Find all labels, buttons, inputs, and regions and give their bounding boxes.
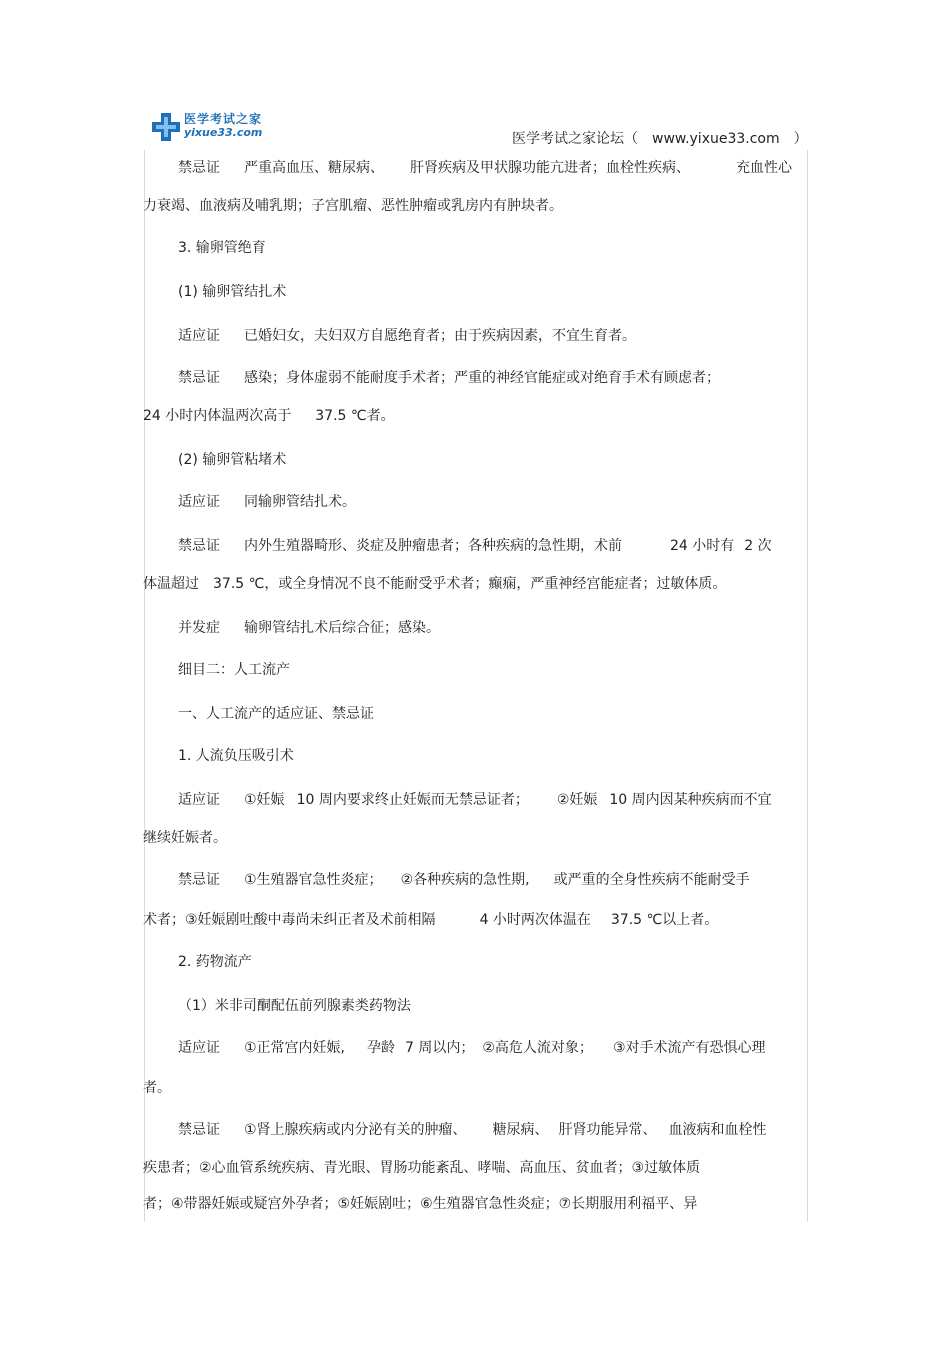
paragraph-line-19: 术者；③妊娠剧吐酸中毒尚未纠正者及术前相隔 4 小时两次体温在 37.5 ℃以上者。	[143, 912, 719, 928]
paragraph-line-18: 禁忌证 ①生殖器官急性炎症； ②各种疾病的急性期, 或严重的全身性疾病不能耐受手	[178, 872, 750, 888]
section-heading-tubal-sterilization: 3. 输卵管绝育	[178, 240, 266, 256]
paragraph-line-22: 适应证 ①正常宫内妊娠, 孕龄 7 周以内； ②高危人流对象； ③对手术流产有恐惧心理	[178, 1040, 766, 1056]
paragraph-line-16: 适应证 ①妊娠 10 周内要求终止妊娠而无禁忌证者； ②妊娠 10 周内因某种疾病而不宜	[178, 792, 772, 808]
paragraph-line-26: 者；④带器妊娠或疑宫外孕者；⑤妊娠剧吐；⑥生殖器官急性炎症；⑦长期服用利福平、异	[143, 1196, 698, 1212]
paragraph-line-5: 适应证 已婚妇女，夫妇双方自愿绝育者；由于疾病因素，不宜生育者。	[178, 328, 636, 344]
paragraph-line-2: 力衰竭、血液病及哺乳期；子宫肌瘤、恶性肿瘤或乳房内有肿块者。	[143, 198, 563, 214]
term-label: 禁忌证	[178, 370, 220, 386]
paragraph-line-11: 体温超过 37.5 ℃，或全身情况不良不能耐受乎术者；癫痫，严重神经宫能症者；过敏体质。	[143, 576, 727, 592]
paragraph-line-7: 24 小时内体温两次高于 37.5 ℃者。	[143, 408, 395, 424]
paragraph-line-12: 并发症 输卵管结扎术后综合征；感染。	[178, 620, 440, 636]
paragraph-line-25: 疾患者；②心血管系统疾病、青光眼、胃肠功能紊乱、哮喘、高血压、贫血者；③过敏体质	[143, 1160, 701, 1176]
term-label: 禁忌证	[178, 160, 220, 176]
paragraph-line-1: 禁忌证 严重高血压、糖尿病、 肝肾疾病及甲状腺功能亢进者；血栓性疾病、 充血性心	[178, 160, 792, 176]
paragraph-line-6: 禁忌证 感染；身体虚弱不能耐度手术者；严重的神经官能症或对绝育手术有顾虑者；	[178, 370, 720, 386]
term-label: 并发症	[178, 620, 220, 636]
section-heading-indications: 一、人工流产的适应证、禁忌证	[178, 706, 374, 722]
page-frame	[144, 150, 808, 1222]
logo-url: yixue33.com	[184, 126, 263, 139]
subsection-heading-occlusion: (2) 输卵管粘堵术	[178, 452, 287, 468]
term-label: 禁忌证	[178, 1122, 220, 1138]
logo-name: 医学考试之家	[184, 112, 263, 126]
paragraph-line-17: 继续妊娠者。	[143, 830, 227, 846]
term-label: 禁忌证	[178, 538, 220, 554]
medical-cross-icon	[150, 110, 184, 144]
subsection-heading-medical-abortion: 2. 药物流产	[178, 954, 252, 970]
subsection-heading-ligation: (1) 输卵管结扎术	[178, 284, 287, 300]
term-label: 适应证	[178, 792, 220, 808]
subsection-heading-mifepristone: （1）米非司酮配伍前列腺素类药物法	[178, 998, 411, 1014]
term-label: 适应证	[178, 494, 220, 510]
section-heading-artificial-abortion: 细目二：人工流产	[178, 662, 290, 678]
term-label: 禁忌证	[178, 872, 220, 888]
site-close: ）	[793, 131, 808, 147]
paragraph-line-10: 禁忌证 内外生殖器畸形、炎症及肿瘤患者；各种疾病的急性期，术前 24 小时有 2 次	[178, 538, 772, 554]
site-url-link[interactable]: www.yixue33.com	[652, 131, 780, 147]
site-name: 医学考试之家论坛（	[512, 131, 638, 147]
term-label: 适应证	[178, 328, 220, 344]
subsection-heading-vacuum-aspiration: 1. 人流负压吸引术	[178, 748, 294, 764]
paragraph-line-24: 禁忌证 ①肾上腺疾病或内分泌有关的肿瘤、 糖尿病、 肝肾功能异常、 血液病和血栓性	[178, 1122, 767, 1138]
paragraph-line-9: 适应证 同输卵管结扎术。	[178, 494, 356, 510]
site-logo[interactable]	[150, 110, 270, 144]
paragraph-line-23: 者。	[143, 1080, 171, 1096]
term-label: 适应证	[178, 1040, 220, 1056]
site-header-line	[512, 128, 808, 148]
